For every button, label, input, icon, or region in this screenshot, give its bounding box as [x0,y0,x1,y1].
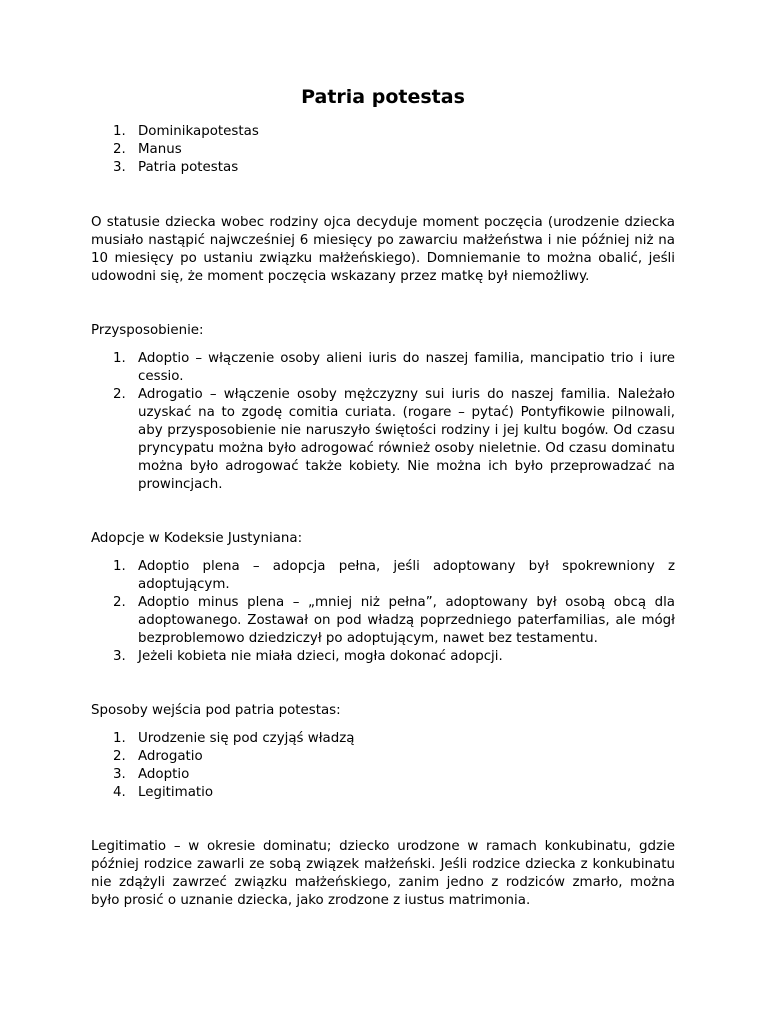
section-heading-adoption: Przysposobienie: [91,323,204,338]
list-number: 3. [113,160,126,175]
list-number: 1. [113,351,126,366]
list-number: 2. [113,749,126,764]
paragraph-legitimatio: Legitimatio – w okresie dominatu; dziecko urodzone w ramach konkubinatu, gdzie później rodzice zawarli ze sobą związek małżeński. Jeśli rodzice dziecka z konkubinatu nie zdążyli zawrzeć związku małżeńskiego, zanim jedno z rodziców zmarło, można było prosić o uznanie dziecka, jako zrodzone z iustus matrimonia. [91,839,675,908]
list-item: 2. Adoptio minus plena – „mniej niż pełna”, adoptowany był osobą obcą dla adoptowanego. Zostawał on pod władzą poprzedniego paterfamilias, ale mógł bezproblemowo dziedziczył po adoptującym, nawet bez testamentu. [113,595,675,646]
list-item: 4. Legitimatio [113,785,214,800]
ways-list [91,730,675,802]
list-number: 2. [113,142,126,157]
list-number: 4. [113,785,126,800]
spacer [91,720,675,730]
forms-of-power-list [91,123,675,177]
list-number: 3. [113,767,126,782]
adoption-list [91,350,675,494]
list-item: 2. Adrogatio [113,749,203,764]
list-item: 3. Jeżeli kobieta nie miała dzieci, mogła dokonać adopcji. [113,649,503,664]
spacer [91,340,675,350]
paragraph-child-status: O statusie dziecka wobec rodziny ojca decyduje moment poczęcia (urodzenie dziecka musiało nastąpić najwcześniej 6 miesięcy po zawarciu małżeństwa i nie później niż na 10 miesięcy po ustaniu związku małżeńskiego). Domniemanie to można obalić, jeśli udowodni się, że moment poczęcia wskazany przez matkę był niemożliwy. [91,215,675,284]
list-item: 1. Adoptio plena – adopcja pełna, jeśli adoptowany był spokrewniony z adoptującym. [113,559,675,592]
list-number: 2. [113,595,126,610]
list-number: 1. [113,731,126,746]
list-item: 1. Urodzenie się pod czyjąś władzą [113,731,355,746]
list-number: 1. [113,559,126,574]
spacer [91,494,675,530]
spacer [91,666,675,702]
document-title: Patria potestas [301,86,465,108]
spacer [91,802,675,838]
list-item: 3. Patria potestas [113,160,239,175]
list-item: 1. Adoptio – włączenie osoby alieni iuris do naszej familia, mancipatio trio i iure cessio. [113,351,675,384]
list-number: 2. [113,387,126,402]
justinian-adoption-list [91,558,675,666]
section-heading-ways: Sposoby wejścia pod patria potestas: [91,703,341,718]
list-item: 1. Dominikapotestas [113,124,259,139]
spacer [91,548,675,558]
spacer [91,177,675,214]
document-page [91,84,675,910]
list-item: 3. Adoptio [113,767,190,782]
list-item: 2. Manus [113,142,182,157]
section-heading-justinian: Adopcje w Kodeksie Justyniana: [91,531,303,546]
list-item: 2. Adrogatio – włączenie osoby mężczyzny sui iuris do naszej familia. Należało uzyskać na to zgodę comitia curiata. (rogare – pytać) Pontyfikowie pilnowali, aby przysposobienie nie naruszyło świętości rodziny i jej kultu bogów. Od czasu pryncypatu można było adrogować również osoby nieletnie. Od czasu dominatu można było adrogować także kobiety. Nie można ich było przeprowadzać na prowincjach. [113,387,675,492]
spacer [91,286,675,322]
list-number: 3. [113,649,126,664]
list-number: 1. [113,124,126,139]
